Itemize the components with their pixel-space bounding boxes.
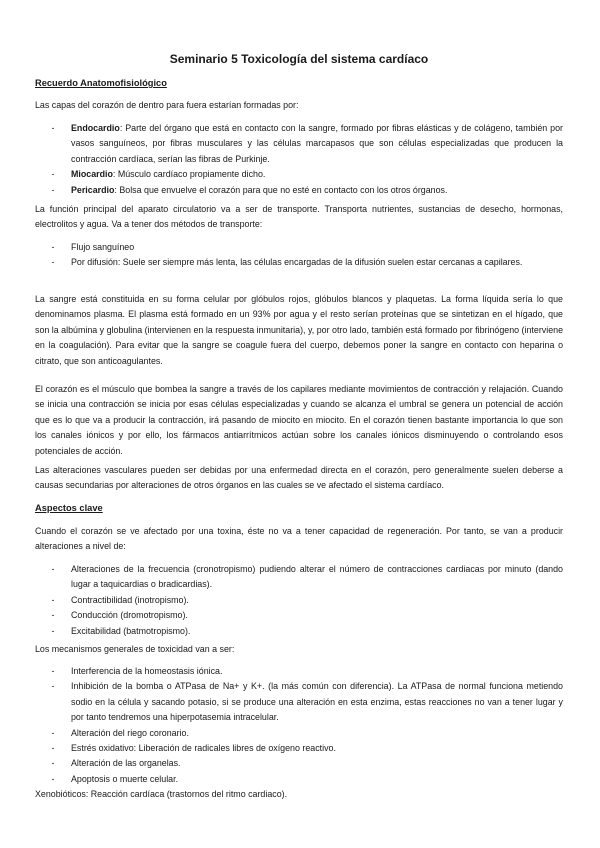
alterations-paragraph: Las alteraciones vasculares pueden ser debidas por una enfermedad directa en el corazón, pero generalmente suelen deberse a causas secundarias por alteraciones de otros órganos en las cuales se ve afectado el sistema cardíaco. [35,465,563,491]
list-item: - Excitabilidad (batmotropismo). [51,625,191,636]
mechanisms-intro: Los mecanismos generales de toxicidad van a ser: [35,644,235,654]
list-item: - Alteraciones de la frecuencia (cronotropismo) pudiendo alterar el número de contracciones cardiacas por minuto (dando lugar a taquicardias o bradicardias). [51,564,563,590]
list-item: - Flujo sanguíneo [51,242,135,252]
list-item: - Estrés oxidativo: Liberación de radicales libres de oxígeno reactivo. [51,743,336,754]
section-heading-anatomy: Recuerdo Anatomofisiológico [35,78,167,88]
alterations-list [35,562,563,639]
list-item: - Contractibilidad (inotropismo). [51,594,189,605]
xenobiotics-line: Xenobióticos: Reacción cardíaca (trastornos del ritmo cardiaco). [35,789,288,799]
list-item: - Endocardio: Parte del órgano que está en contacto con la sangre, formado por fibras elásticas y de colágeno, también por vasos sanguíneos, por fibras musculares y las células marcapasos que son células especializadas que producen la contracción cardíaca, serían las fibras de Purkinje. [51,123,563,164]
list-item: - Por difusión: Suele ser siempre más lenta, las células encargadas de la difusión suelen estar cercanas a capilares. [51,257,523,268]
mechanisms-list [35,664,563,787]
layers-intro: Las capas del corazón de dentro para fuera estarían formadas por: [35,100,299,110]
list-item: - Interferencia de la homeostasis iónica. [51,666,223,676]
section-heading-key-aspects: Aspectos clave [35,503,103,513]
blood-paragraph: La sangre está constituida en su forma celular por glóbulos rojos, glóbulos blancos y plaquetas. La forma líquida sería lo que denominamos plasma. El plasma está formado en un 93% por agua y el resto serían proteínas que se sintetizan en el hígado, que son la albúmina y globulina (intervienen en la respuesta inmunitaria), y, por otro lado, también está formado por fibrinógeno (interviene en la coagulación). Para evitar que la sangre se coagule fuera del cuerpo, debemos poner la sangre en contacto con heparina o citrato, que son anticoagulantes. [35,294,563,366]
list-item: - Miocardio: Músculo cardíaco propiamente dicho. [51,169,266,180]
list-item: - Alteración del riego coronario. [51,727,189,738]
transport-list [35,240,563,271]
heart-paragraph: El corazón es el músculo que bombea la sangre a través de los capilares mediante movimientos de contracción y relajación. Cuando se inicia una contracción se inicia por esas células especializadas y cuando se alcanza el umbral se genera un potencial de acción que es lo que va a producir la contracción, irá pasando de miocito en miocito. En el corazón tienen bastante importancia lo que son los canales iónicos y por ello, los fármacos antiarrítmicos actúan sobre los canales iónicos disminuyendo o controlando esos potenciales de acción. [35,384,563,456]
list-item: - Apoptosis o muerte celular. [51,773,179,784]
key-aspects-intro: Cuando el corazón se ve afectado por una toxina, éste no va a tener capacidad de regeneración. Por tanto, se van a producir alteraciones a nivel de: [35,526,563,552]
transport-paragraph: La función principal del aparato circulatorio va a ser de transporte. Transporta nutrientes, sustancias de desecho, hormonas, electrolitos y agua. Va a tener dos métodos de transporte: [35,204,563,230]
list-item: - Conducción (dromotropismo). [51,610,188,621]
page-title: Seminario 5 Toxicología del sistema cardíaco [169,52,429,66]
list-item: - Alteración de las organelas. [51,758,181,769]
layers-list [35,121,563,198]
list-item: - Inhibición de la bomba o ATPasa de Na+ y K+. (la más común con diferencia). La ATPasa de normal funciona metiendo sodio en la célula y sacando potasio, si se produce una alteración en esta enzima, estas reacciones no van a tener lugar y por tanto tendremos una hiperpotasemia intracelular. [51,681,563,723]
list-item: - Pericardio: Bolsa que envuelve el corazón para que no esté en contacto con los otros órganos. [51,184,448,195]
